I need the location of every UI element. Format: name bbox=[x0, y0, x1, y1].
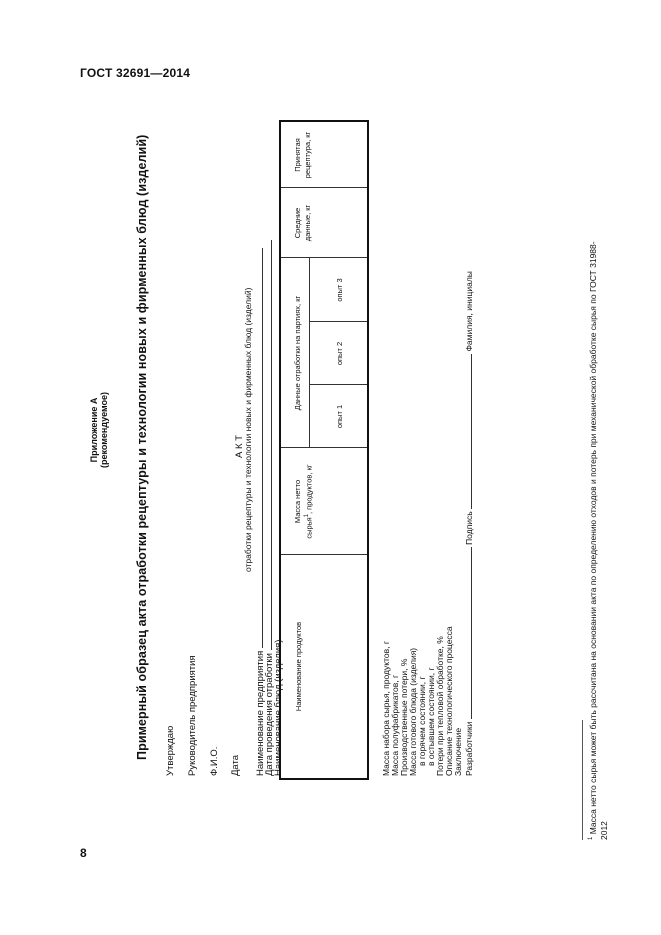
table-row-divider bbox=[309, 258, 310, 448]
col-avg-header bbox=[293, 188, 313, 258]
developers-label: Разработчики bbox=[464, 721, 474, 776]
exp3-header: опыт 3 bbox=[335, 278, 344, 302]
col-avg-line1: Средние bbox=[293, 207, 302, 239]
exp2-header: опыт 2 bbox=[335, 341, 344, 366]
signature-row bbox=[464, 271, 474, 776]
col-mass-line2a: сырья bbox=[304, 517, 314, 539]
summary-line: в горячем состоянии, г bbox=[417, 676, 427, 766]
col-mass-header bbox=[293, 448, 315, 555]
name-label: Ф.И.О. bbox=[209, 746, 220, 776]
footnote-rule bbox=[582, 720, 583, 840]
col-accepted-line1: Принятая bbox=[293, 138, 302, 172]
summary-line: Производственные потери, % bbox=[399, 658, 409, 776]
field-date-line bbox=[264, 240, 272, 650]
col-avg-line2: данные, кг bbox=[303, 204, 313, 242]
col-accepted-line2: рецептура, кг bbox=[303, 131, 313, 179]
field-date-label: Дата проведения отработки bbox=[264, 653, 275, 776]
footnote-text bbox=[588, 241, 597, 840]
summary-line: Масса полуфабрикатов, г bbox=[390, 674, 400, 776]
summary-line: в остывшем состоянии, г bbox=[426, 667, 436, 766]
footnote-line1: Масса нетто сырья может быть рассчитана на основании акта по определению отходов и потерь при механической обработке сырья по ГОСТ 31988- bbox=[587, 241, 598, 835]
signature-line bbox=[464, 354, 472, 509]
act-heading: А К Т bbox=[234, 435, 245, 458]
summary-line: Описание технологического процесса bbox=[444, 626, 454, 776]
signature-label: Подпись bbox=[464, 511, 474, 545]
document-header: ГОСТ 32691—2014 bbox=[80, 66, 191, 80]
footnote-block bbox=[582, 80, 622, 840]
date-label: Дата bbox=[230, 754, 241, 776]
head-label: Руководитель предприятия bbox=[187, 655, 198, 776]
appendix-label: Приложение А bbox=[89, 397, 99, 463]
col-batches-header: Данные отработки на партиях, кг bbox=[293, 295, 302, 411]
col-accepted-header bbox=[293, 122, 313, 188]
approve-label: Утверждаю bbox=[165, 725, 176, 776]
footnote-marker: 1 bbox=[588, 836, 594, 840]
footnote-line2: 2012 bbox=[599, 821, 609, 840]
developers-line bbox=[464, 547, 472, 719]
field-enterprise-label: Наименование предприятия bbox=[255, 650, 266, 776]
act-subheading: отработки рецептуры и технологии новых и фирменных блюд (изделий) bbox=[243, 287, 253, 572]
recipe-table bbox=[279, 120, 369, 780]
name-initials-label: Фамилия, инициалы bbox=[464, 271, 474, 352]
exp1-header: опыт 1 bbox=[335, 404, 344, 429]
field-dish-label: Наименование блюд (изделия) bbox=[273, 639, 284, 776]
summary-line: Масса набора сырья, продуктов, г bbox=[381, 641, 391, 776]
footnote-ref: 1 bbox=[304, 513, 311, 518]
summary-line: Заключение bbox=[453, 727, 463, 776]
rotated-page-content bbox=[80, 100, 500, 780]
col-products-header: Наименование продуктов bbox=[294, 621, 303, 712]
appendix-note: (рекомендуемое) bbox=[99, 392, 109, 468]
col-mass-line2b: , продуктов, кг bbox=[304, 464, 314, 514]
summary-line: Потери при тепловой обработке, % bbox=[435, 636, 445, 776]
summary-line: Масса готового блюда (изделия) bbox=[408, 647, 418, 776]
page-number: 8 bbox=[80, 846, 87, 860]
col-mass-line1: Масса нетто bbox=[293, 479, 302, 524]
field-enterprise-line bbox=[255, 248, 263, 648]
appendix-title: Примерный образец акта отработки рецептуры и технологии новых и фирменных блюд (изделий) bbox=[135, 134, 149, 760]
